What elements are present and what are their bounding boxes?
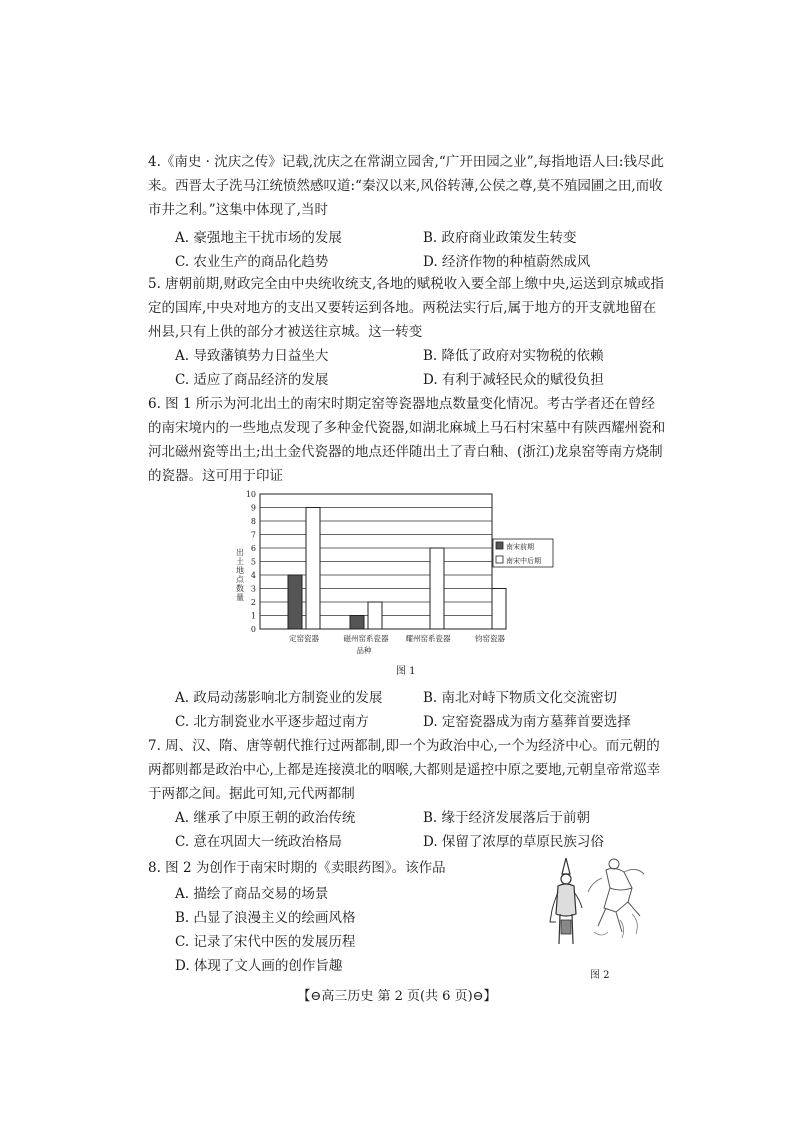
q8-option-a: A. 描绘了商品交易的场景 [175,886,329,902]
q7-option-c: C. 意在巩固大一统政治格局 [175,834,342,850]
q8-option-c: C. 记录了宋代中医的发展历程 [175,934,356,950]
y-tick-label: 6 [250,544,256,553]
q5-option-d: D. 有利于减轻民众的赋役负担 [423,372,604,388]
figure-1-caption: 图 1 [396,666,416,677]
bar-early-0 [288,575,302,629]
bar-late-1 [368,602,382,629]
figure-2-caption: 图 2 [590,970,610,981]
y-tick-label: 8 [250,517,256,526]
bar-early-1 [350,616,364,630]
question-8-stem: 8. 图 2 为创作于南宋时期的《卖眼药图》。该作品 [148,860,446,876]
x-axis-label: 品种 [356,646,372,655]
y-axis-label: 出土地点数量 [235,548,245,602]
legend-swatch-0 [496,542,503,549]
y-tick-label: 0 [250,625,256,634]
x-tick-label: 钧窑瓷器 [475,634,505,643]
y-tick-label: 3 [250,584,256,594]
q4-option-d: D. 经济作物的种植蔚然成风 [423,254,591,270]
x-tick-label: 耀州窑系瓷器 [405,634,451,643]
q7-option-b: B. 缘于经济发展落后于前朝 [423,810,591,826]
q6-option-c: C. 北方制瓷业水平逐步超过南方 [175,714,369,730]
q4-option-a: A. 豪强地主干扰市场的发展 [175,230,342,246]
bar-late-0 [306,508,320,630]
legend-swatch-1 [496,556,503,563]
y-tick-label: 4 [250,571,256,580]
q5-option-b: B. 降低了政府对实物税的依赖 [423,348,604,364]
q7-option-a: A. 继承了中原王朝的政治传统 [175,810,356,826]
figure-2-painting [544,852,654,962]
q6-option-a: A. 政局动荡影响北方制瓷业的发展 [175,690,383,706]
q7-option-d: D. 保留了浓厚的草原民族习俗 [423,834,604,850]
bar-late-2 [430,548,444,629]
bar-chart-svg [228,486,541,676]
q8-option-b: B. 凸显了浪漫主义的绘画风格 [175,910,356,926]
question-6-stem: 6. 图 1 所示为河北出土的南宋时期定窑等瓷器地点数量变化情况。考古学者还在曾经的南宋境内的一些地点发现了多种金代瓷器,如湖北麻城上马石村宋墓中有陕西耀州瓷和河北磁州瓷等出土;出土金代瓷器的地点还伴随出土了青白釉、(浙江)龙泉窑等南方烧制的瓷器。这可用于印证 [148,396,666,484]
painting-sketch-icon [544,852,654,962]
question-7-stem: 7. 周、汉、隋、唐等朝代推行过两都制,即一个为政治中心,一个为经济中心。而元朝的两都则都是政治中心,上都是连接漠北的咽喉,大都则是遥控中原之要地,元朝皇帝常巡幸于两都之间。据此可知,元代两都制 [148,738,661,802]
y-tick-label: 7 [250,530,256,540]
q4-option-c: C. 农业生产的商品化趋势 [175,254,329,270]
x-tick-label: 定窑瓷器 [289,634,319,643]
y-tick-label: 9 [250,503,256,513]
y-tick-label: 2 [250,598,256,607]
q8-option-d: D. 体现了文人画的创作旨趣 [175,958,343,974]
y-tick-label: 10 [245,490,256,499]
figure-1-chart [228,486,541,676]
y-tick-label: 1 [250,611,256,621]
legend-label-1: 南宋中后期 [506,557,541,565]
legend-label-0: 南宋前期 [506,543,534,551]
y-tick-label: 5 [250,557,256,567]
bar-late-3 [492,589,506,630]
q6-option-d: D. 定窑瓷器成为南方墓葬首要选择 [423,714,631,730]
page-footer: 【⊖高三历史 第 2 页(共 6 页)⊖】 [297,989,497,1004]
q6-option-b: B. 南北对峙下物质文化交流密切 [423,690,618,706]
question-4-stem: 4.《南史 · 沈庆之传》记载,沈庆之在常湖立园舍,“广开田园之业”,每指地语人曰:钱尽此来。西晋太子洗马江统愤然感叹道:“秦汉以来,风俗转薄,公侯之尊,莫不殖园圃之田,而收市井之利。”这集中体现了,当时 [148,154,664,218]
question-5-stem: 5. 唐朝前期,财政完全由中央统收统支,各地的赋税收入要全部上缴中央,运送到京城或指定的国库,中央对地方的支出又要转运到各地。两税法实行后,属于地方的开支就地留在州县,只有上供的部分才被送往京城。这一转变 [148,276,665,340]
x-tick-label: 磁州窑系瓷器 [343,634,389,643]
q5-option-c: C. 适应了商品经济的发展 [175,372,329,388]
q5-option-a: A. 导致藩镇势力日益坐大 [175,348,329,364]
q4-option-b: B. 政府商业政策发生转变 [423,230,577,246]
